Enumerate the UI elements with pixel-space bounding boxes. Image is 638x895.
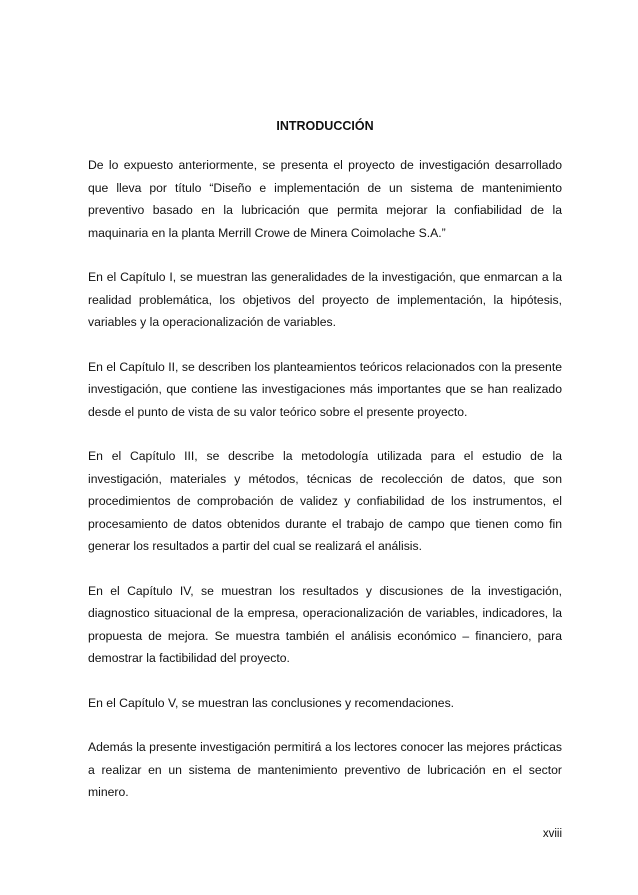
body-text (88, 154, 562, 826)
paragraph-chapter-4: En el Capítulo IV, se muestran los resultados y discusiones de la investigación, diagnostico situacional de la empresa, operacionalización de variables, indicadores, la propuesta de mejora. Se muestra también el análisis económico – financiero, para demostrar la factibilidad del proyecto. (88, 583, 562, 665)
paragraph-closing: Además la presente investigación permitirá a los lectores conocer las mejores prácticas a realizar en un sistema de mantenimiento preventivo de lubricación en el sector minero. (88, 740, 562, 799)
paragraph-chapter-3: En el Capítulo III, se describe la metodología utilizada para el estudio de la investigación, materiales y métodos, técnicas de recolección de datos, que son procedimientos de comprobación de validez y confiabilidad de los instrumentos, el procesamiento de datos obtenidos durante el trabajo de campo que tienen como fin generar los resultados a partir del cual se realizará el análisis. (88, 449, 562, 553)
paragraph-chapter-1: En el Capítulo I, se muestran las generalidades de la investigación, que enmarcan a la realidad problemática, los objetivos del proyecto de implementación, la hipótesis, variables y la operacionalización de variables. (88, 270, 562, 329)
page-number: xviii (542, 828, 562, 840)
page-title: INTRODUCCIÓN (276, 119, 374, 133)
paragraph-chapter-2: En el Capítulo II, se describen los planteamientos teóricos relacionados con la presente investigación, que contiene las investigaciones más importantes que se han realizado desde el punto de vista de su valor teórico sobre el presente proyecto. (88, 359, 562, 419)
paragraph-chapter-5: En el Capítulo V, se muestran las conclusiones y recomendaciones. (88, 695, 455, 710)
document-page (88, 0, 562, 895)
paragraph-intro: De lo expuesto anteriormente, se presenta el proyecto de investigación desarrollado que lleva por título “Diseño e implementación de un sistema de mantenimiento preventivo basado en la lubricación que permita mejorar la confiabilidad de la maquinaria en la planta Merrill Crowe de Minera Coimolache S.A.” (88, 158, 562, 240)
